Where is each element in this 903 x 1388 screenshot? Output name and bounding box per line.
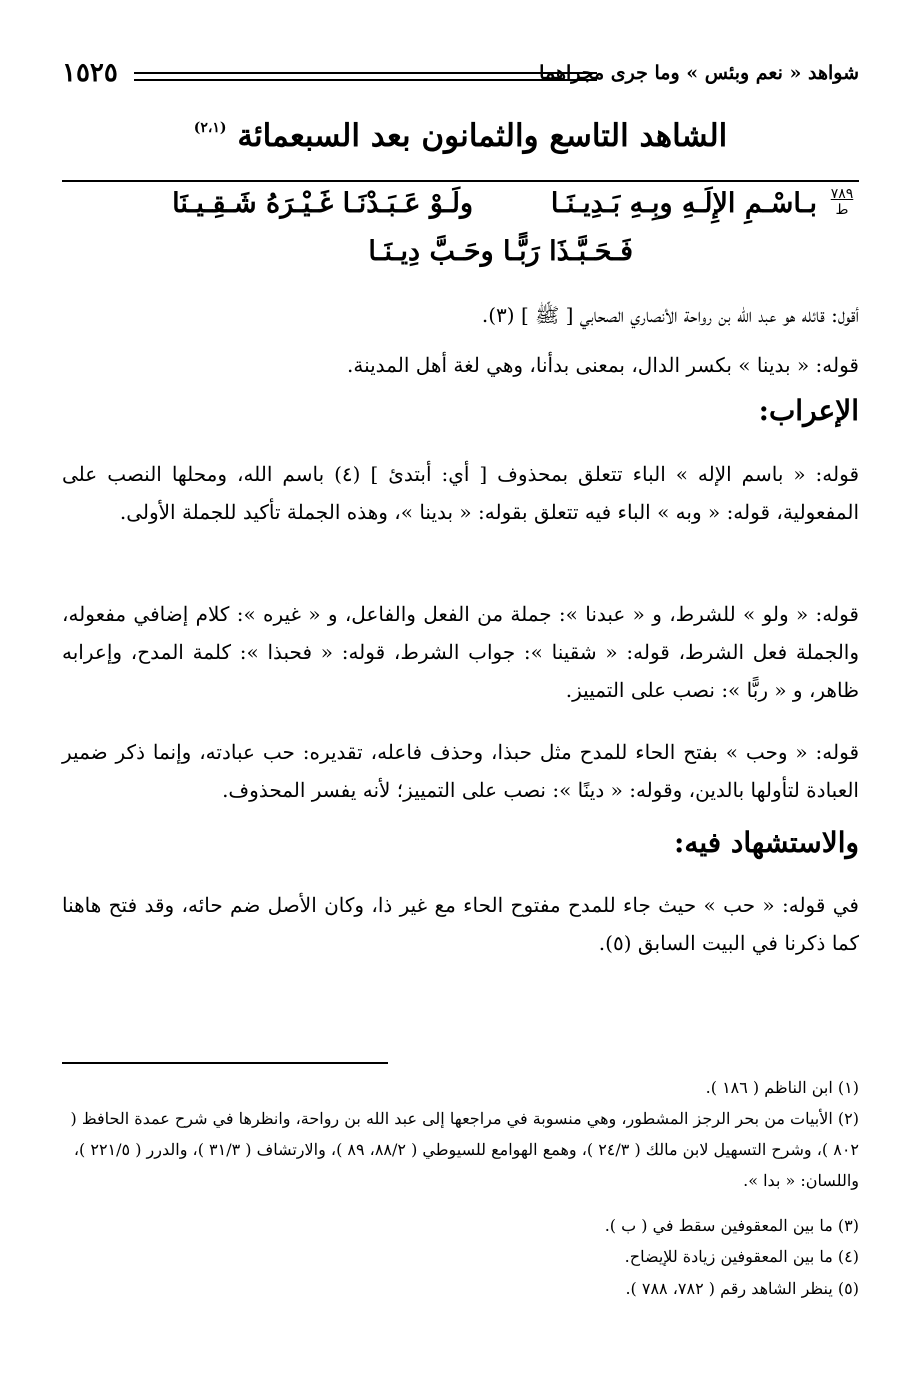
meter-mark: ط [835, 202, 849, 218]
section-title [62, 118, 859, 154]
running-title: شواهد « نعم وبئس » وما جرى مجراهما [539, 62, 859, 84]
verse-hemistich-1: بـاسْـمِ الإِلَـهِ وبِـهِ بَـدِيـنَـا [550, 188, 817, 219]
paragraph-irab-2: قوله: « ولو » للشرط، و « عبدنا »: جملة من الفعل والفاعل، و « غيره »: كلام إضافي مفعوله، والجملة فعل الشرط، قوله: « شقينا »: جواب الشرط، قوله: « فحبذا »: كلمة المدح، وإعرابه ظاهر، و « ربًّا »: نصب على التمييز. [62, 602, 859, 702]
header-double-rule [134, 72, 597, 81]
paragraph-istishhad: في قوله: « حب » حيث جاء للمدح مفتوح الحاء مع غير ذا، وكان الأصل ضم حائه، وقد فتح هاهنا كما ذكرنا في البيت السابق (٥). [62, 893, 859, 955]
paragraph-meaning: قوله: « بدينا » بكسر الدال، بمعنى بدأنا، وهي لغة أهل المدينة. [347, 353, 859, 377]
footnote-1: (١) ابن الناظم ( ١٨٦ ). [705, 1078, 859, 1097]
heading-irab: الإعراب: [758, 394, 859, 427]
footnote-2: (٢) الأبيات من بحر الرجز المشطور، وهي منسوبة في مراجعها إلى عبد الله بن رواحة، وانظرها في شرح عمدة الحافظ ( ٨٠٢ )، وشرح التسهيل لابن مالك ( ٢٤/٣ )، وهمع الهوامع للسيوطي ( ٨٨/٢، ٨٩ )، والارتشاف ( ٣١/٣ )، والدرر ( ٢٢١/٥ )، واللسان: « بدا ». [70, 1109, 859, 1190]
footnote-4: (٤) ما بين المعقوفين زيادة للإيضاح. [624, 1247, 859, 1266]
verse-number [825, 186, 859, 218]
footnote-5: (٥) ينظر الشاهد رقم ( ٧٨٢، ٧٨٨ ). [625, 1279, 859, 1298]
paragraph-irab-3: قوله: « وحب » بفتح الحاء للمدح مثل حبذا، وحذف فاعله، تقديره: حب عبادته، وإنما ذكر ضمير العبادة لتأولها بالدين، وقوله: « دينًا »: نصب على التمييز؛ لأنه يفسر المحذوف. [62, 740, 859, 802]
page-number: ١٥٢٥ [62, 58, 118, 88]
book-page [62, 0, 859, 1388]
footnote-divider [62, 1062, 388, 1064]
verse-hemistich-3: فَـحَـبَّـذَا رَبًّـا وحَـبَّ دِيـنَـا [368, 236, 633, 267]
verse-divider [62, 180, 859, 182]
section-title-text: الشاهد التاسع والثمانون بعد السبعمائة [237, 118, 728, 154]
paragraph-irab-1: قوله: « باسم الإله » الباء تتعلق بمحذوف [ أي: أبتدئ ] (٤) باسم الله، ومحلها النصب على المفعولية، قوله: « وبه » الباء فيه تتعلق بقوله: « بدينا »، وهذه الجملة تأكيد للجملة الأولى. [62, 462, 860, 524]
paragraph-attribution: أقول: قائله هو عبد الله بن رواحة الأنصاري الصحابي [ ﷺ ] (٣). [481, 303, 859, 327]
verse-number-value: ٧٨٩ [830, 186, 854, 202]
running-header [62, 58, 859, 92]
heading-istishhad: والاستشهاد فيه: [674, 826, 859, 859]
footnote-3: (٣) ما بين المعقوفين سقط في ( ب ). [604, 1216, 859, 1235]
verse-hemistich-2: ولَـوْ عَـبَـدْنَـا غَـيْـرَهُ شَـقِـيـنَا [172, 188, 473, 219]
section-note-ref: (٢،١) [193, 120, 227, 136]
